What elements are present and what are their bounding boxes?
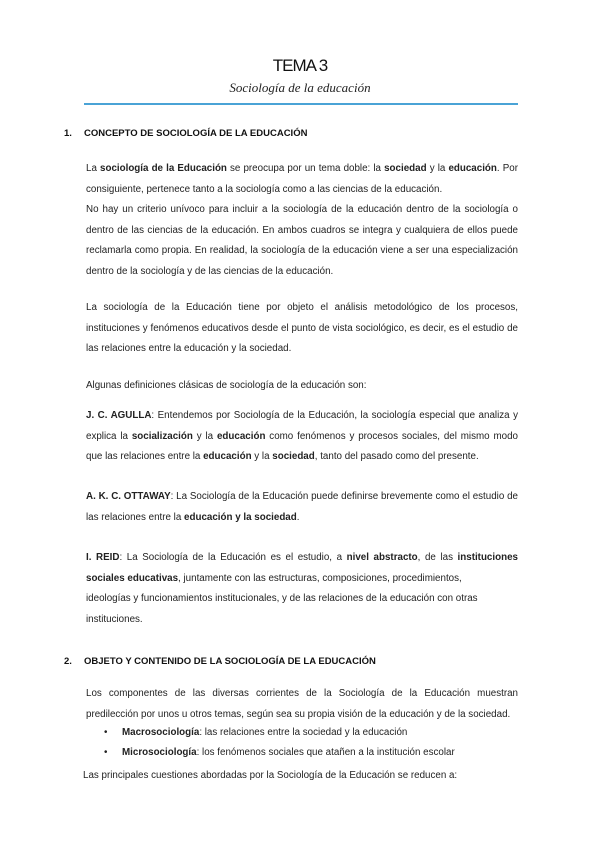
header-divider [84, 103, 518, 105]
text-line: ideologías y funcionamientos institucionales, y de las relaciones de la educación con otras [86, 593, 478, 604]
text: se preocupa por un tema doble: la [226, 163, 385, 174]
bold-text: educación y la sociedad [184, 511, 297, 523]
text: . [296, 511, 300, 523]
bullet-desc: : los fenómenos sociales que atañen a la institución escolar [196, 747, 455, 758]
text: y la [251, 451, 273, 462]
bold-text: instituciones sociales educativas [86, 552, 518, 584]
section-1-heading [64, 128, 307, 139]
bold-text: sociedad [272, 451, 315, 462]
section-2-paragraph-2: Las principales cuestiones abordadas por la Sociología de la Educación se reducen a: [83, 770, 458, 781]
definition-reid [86, 548, 518, 630]
text: , de las [417, 552, 458, 563]
section-2-number: 2. [64, 656, 72, 667]
text: y la [426, 163, 449, 174]
text: . Por consiguiente, pertenece tanto a la sociología como a las ciencias de la educación. [86, 163, 518, 195]
bullet-term: Microsociología [122, 747, 197, 758]
bold-text: nivel abstracto [346, 552, 418, 563]
section-1-paragraph-1 [86, 159, 518, 200]
bold-text: educación [216, 430, 266, 442]
bullet-desc: : las relaciones entre la sociedad y la educación [199, 727, 408, 738]
author-name: J. C. AGULLA [86, 410, 152, 421]
section-1-number: 1. [64, 128, 72, 139]
text: como fenómenos y procesos sociales, del mismo modo que las relaciones entre la [86, 430, 518, 462]
page-subtitle: Sociología de la educación [229, 80, 371, 95]
section-1-paragraph-4: Algunas definiciones clásicas de sociología de la educación son: [86, 380, 367, 391]
section-2-title: OBJETO Y CONTENIDO DE LA SOCIOLOGÍA DE LA EDUCACIÓN [84, 656, 376, 667]
bold-text: sociología de la Educación [100, 163, 227, 174]
text: : La Sociología de la Educación es el estudio, a [119, 552, 347, 563]
text: , tanto del pasado como del presente. [314, 451, 479, 462]
bullet-term: Macrosociología [122, 727, 200, 738]
section-1-title: CONCEPTO DE SOCIOLOGÍA DE LA EDUCACIÓN [84, 128, 308, 139]
page-title: TEMA 3 [272, 56, 328, 75]
bold-text: educación [203, 451, 252, 462]
text: La [86, 163, 101, 174]
text: , juntamente con las estructuras, composiciones, procedimientos, [178, 572, 462, 584]
bullet-icon: • [104, 747, 108, 758]
section-2-heading [64, 656, 376, 667]
section-1-paragraph-2: No hay un criterio unívoco para incluir a la sociología de la educación dentro de la sociología o dentro de las ciencias de la educación. En ambos cuadros se integra y cualquiera de ellos puede reclamarla como propia. En realidad, la sociología de la educación viene a ser una especialización dentro de la sociología y de las ciencias de la educación. [86, 204, 518, 277]
section-1-paragraph-3: La sociología de la Educación tiene por objeto el análisis metodológico de los procesos, instituciones y fenómenos educativos desde el punto de vista sociológico, es decir, es el estudio de las relaciones entre la educación y la sociedad. [86, 302, 518, 354]
definition-ottaway [86, 487, 518, 528]
text: y la [192, 430, 217, 442]
bold-text: educación [448, 163, 497, 174]
author-name: A. K. C. OTTAWAY [86, 491, 171, 502]
bold-text: socialización [131, 430, 193, 442]
definition-agulla [86, 406, 518, 468]
text: : La Sociología de la Educación puede definirse brevemente como el estudio de las relaciones entre la [86, 491, 518, 523]
bullet-item-macrosociologia [104, 727, 407, 738]
bullet-icon: • [104, 727, 108, 738]
author-name: I. REID [86, 552, 120, 563]
section-2-paragraph-1: Los componentes de las diversas corrientes de la Sociología de la Educación muestran predilección por unos u otros temas, según sea su propia visión de la educación y de la sociedad. [86, 688, 518, 720]
bold-text: sociedad [384, 163, 427, 174]
text-line: instituciones. [86, 613, 143, 625]
bullet-item-microsociologia [104, 747, 455, 758]
text: : Entendemos por Sociología de la Educación, la sociología especial que analiza y explica la [86, 410, 518, 442]
